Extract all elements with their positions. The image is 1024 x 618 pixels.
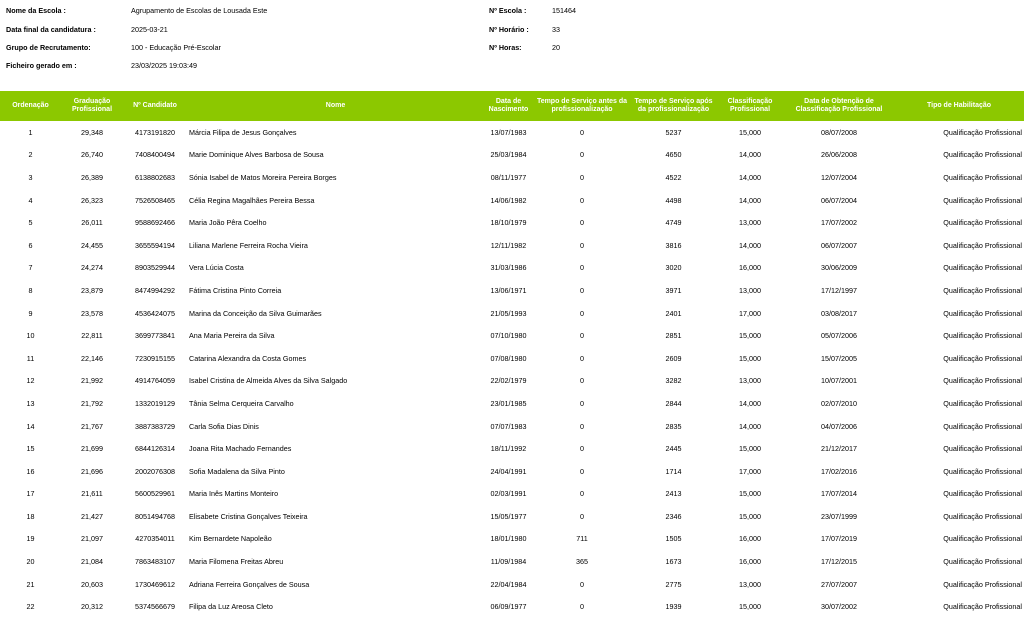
table-row [0, 437, 1024, 460]
ordenacao-cell: 14 [26, 421, 35, 431]
habilitation-type-cell: Qualificação Profissional [943, 308, 1022, 318]
name-cell: Maria João Pêra Coelho [189, 218, 267, 228]
service-before-cell: 0 [580, 466, 584, 476]
classification-date-cell: 05/07/2006 [821, 331, 857, 341]
graduacao-cell: 24,455 [81, 240, 103, 250]
birthdate-cell: 18/01/1980 [490, 534, 527, 544]
candidato-number-cell: 1730469612 [135, 579, 175, 589]
service-before-cell: 0 [580, 579, 584, 589]
habilitation-type-cell: Qualificação Profissional [943, 579, 1022, 589]
graduacao-cell: 21,084 [81, 557, 103, 567]
service-after-cell: 4498 [665, 195, 682, 205]
table-row [0, 166, 1024, 189]
graduacao-cell: 21,792 [81, 398, 103, 408]
table-row [0, 211, 1024, 234]
service-after-cell: 2609 [665, 353, 682, 363]
classification-cell: 16,000 [739, 534, 761, 544]
ordenacao-cell: 2 [28, 150, 33, 160]
col-nome-header: Nome [325, 102, 346, 109]
classification-cell: 15,000 [739, 331, 761, 341]
table-row [0, 460, 1024, 483]
service-before-cell: 0 [580, 127, 584, 137]
ordenacao-cell: 8 [28, 285, 33, 295]
classification-date-cell: 06/07/2004 [821, 195, 857, 205]
service-before-cell: 0 [580, 376, 584, 386]
classification-cell: 14,000 [739, 421, 761, 431]
graduacao-cell: 21,427 [81, 511, 103, 521]
graduacao-cell: 26,011 [81, 218, 103, 228]
graduacao-cell: 29,348 [81, 127, 103, 137]
habilitation-type-cell: Qualificação Profissional [943, 444, 1022, 454]
schedule-number-value: 33 [552, 25, 560, 34]
service-after-cell: 3020 [665, 263, 682, 273]
ordenacao-cell: 18 [26, 511, 35, 521]
service-after-cell: 5237 [665, 127, 682, 137]
birthdate-cell: 22/04/1984 [490, 579, 527, 589]
habilitation-type-cell: Qualificação Profissional [943, 263, 1022, 273]
habilitation-type-cell: Qualificação Profissional [943, 489, 1022, 499]
ordenacao-cell: 5 [28, 218, 33, 228]
col-tempo-apos-header: Tempo de Serviço após da profissionalização [634, 98, 713, 113]
habilitation-type-cell: Qualificação Profissional [943, 127, 1022, 137]
name-cell: Ana Maria Pereira da Silva [189, 331, 275, 341]
service-after-cell: 2413 [665, 489, 682, 499]
candidato-number-cell: 7230915155 [135, 353, 175, 363]
service-before-cell: 0 [580, 353, 584, 363]
birthdate-cell: 11/09/1984 [490, 557, 527, 567]
name-cell: Marie Dominique Alves Barbosa de Sousa [189, 150, 324, 160]
classification-cell: 15,000 [739, 127, 761, 137]
service-after-cell: 2775 [665, 579, 682, 589]
service-after-cell: 4749 [665, 218, 682, 228]
ordenacao-cell: 6 [28, 240, 33, 250]
classification-cell: 14,000 [739, 398, 761, 408]
classification-cell: 15,000 [739, 489, 761, 499]
classification-date-cell: 17/12/1997 [821, 285, 857, 295]
candidato-number-cell: 2002076308 [135, 466, 175, 476]
service-before-cell: 0 [580, 489, 584, 499]
graduacao-cell: 21,767 [81, 421, 103, 431]
table-row [0, 483, 1024, 506]
candidato-number-cell: 8474994292 [135, 285, 175, 295]
graduacao-cell: 22,811 [81, 331, 103, 341]
col-graduacao-header: Graduação Profissional [71, 98, 113, 113]
name-cell: Adriana Ferreira Gonçalves de Sousa [189, 579, 310, 589]
classification-date-cell: 26/06/2008 [821, 150, 857, 160]
candidato-number-cell: 4914764059 [135, 376, 175, 386]
service-before-cell: 0 [580, 398, 584, 408]
graduacao-cell: 20,312 [81, 602, 103, 612]
name-cell: Filipa da Luz Areosa Cleto [189, 602, 273, 612]
graduacao-cell: 20,603 [81, 579, 103, 589]
service-before-cell: 0 [580, 421, 584, 431]
candidato-number-cell: 3655594194 [135, 240, 175, 250]
classification-date-cell: 17/07/2002 [821, 218, 857, 228]
service-after-cell: 2851 [665, 331, 682, 341]
ordenacao-cell: 17 [26, 489, 35, 499]
graduacao-cell: 21,097 [81, 534, 103, 544]
classification-cell: 14,000 [739, 240, 761, 250]
file-generated-value: 23/03/2025 19:03:49 [131, 61, 197, 70]
graduacao-cell: 23,879 [81, 285, 103, 295]
service-after-cell: 2835 [665, 421, 682, 431]
service-after-cell: 1939 [665, 602, 682, 612]
classification-date-cell: 23/07/1999 [821, 511, 857, 521]
classification-date-cell: 15/07/2005 [821, 353, 857, 363]
service-before-cell: 0 [580, 444, 584, 454]
table-row [0, 279, 1024, 302]
graduacao-cell: 26,389 [81, 172, 103, 182]
service-before-cell: 0 [580, 218, 584, 228]
table-row [0, 234, 1024, 257]
service-after-cell: 3971 [665, 285, 682, 295]
table-row [0, 370, 1024, 393]
ordenacao-cell: 7 [28, 263, 33, 273]
classification-date-cell: 10/07/2001 [821, 376, 857, 386]
birthdate-cell: 22/02/1979 [490, 376, 527, 386]
birthdate-cell: 18/10/1979 [490, 218, 527, 228]
name-cell: Fátima Cristina Pinto Correia [189, 285, 282, 295]
habilitation-type-cell: Qualificação Profissional [943, 376, 1022, 386]
birthdate-cell: 24/04/1991 [490, 466, 527, 476]
graduacao-cell: 21,699 [81, 444, 103, 454]
classification-cell: 13,000 [739, 376, 761, 386]
classification-date-cell: 03/08/2017 [821, 308, 857, 318]
birthdate-cell: 14/06/1982 [490, 195, 527, 205]
school-name-value: Agrupamento de Escolas de Lousada Este [131, 6, 268, 15]
ordenacao-cell: 21 [26, 579, 35, 589]
classification-cell: 15,000 [739, 444, 761, 454]
classification-cell: 17,000 [739, 308, 761, 318]
name-cell: Kim Bernardete Napoleão [189, 534, 272, 544]
birthdate-cell: 06/09/1977 [490, 602, 527, 612]
candidato-number-cell: 8903529944 [135, 263, 175, 273]
habilitation-type-cell: Qualificação Profissional [943, 195, 1022, 205]
school-name-label: Nome da Escola : [6, 6, 66, 15]
ordenacao-cell: 20 [26, 557, 35, 567]
birthdate-cell: 08/11/1977 [490, 172, 527, 182]
candidato-number-cell: 1332019129 [135, 398, 175, 408]
recruitment-group-label: Grupo de Recrutamento: [6, 43, 91, 52]
graduacao-cell: 24,274 [81, 263, 103, 273]
service-after-cell: 1673 [665, 557, 682, 567]
col-data-obtencao-header: Data de Obtenção de Classificação Profissional [795, 98, 883, 113]
service-before-cell: 711 [576, 534, 588, 544]
name-cell: Maria Filomena Freitas Abreu [189, 557, 284, 567]
service-after-cell: 1714 [665, 466, 682, 476]
candidato-number-cell: 7526508465 [135, 195, 175, 205]
name-cell: Vera Lúcia Costa [189, 263, 244, 273]
file-generated-label: Ficheiro gerado em : [6, 61, 77, 70]
ordenacao-cell: 11 [26, 353, 35, 363]
name-cell: Sofia Madalena da Silva Pinto [189, 466, 285, 476]
table-row [0, 392, 1024, 415]
birthdate-cell: 31/03/1986 [490, 263, 527, 273]
candidato-number-cell: 6138802683 [135, 172, 175, 182]
service-before-cell: 0 [580, 511, 584, 521]
name-cell: Joana Rita Machado Fernandes [189, 444, 292, 454]
table-row [0, 595, 1024, 618]
candidato-number-cell: 7408400494 [135, 150, 175, 160]
graduacao-cell: 21,611 [81, 489, 103, 499]
table-row [0, 415, 1024, 438]
table-row [0, 324, 1024, 347]
classification-cell: 15,000 [739, 511, 761, 521]
habilitation-type-cell: Qualificação Profissional [943, 534, 1022, 544]
habilitation-type-cell: Qualificação Profissional [943, 218, 1022, 228]
table-row [0, 189, 1024, 212]
ordenacao-cell: 22 [26, 602, 35, 612]
name-cell: Isabel Cristina de Almeida Alves da Silva Salgado [189, 376, 348, 386]
birthdate-cell: 21/05/1993 [490, 308, 527, 318]
recruitment-group-value: 100 - Educação Pré-Escolar [131, 43, 221, 52]
classification-date-cell: 02/07/2010 [821, 398, 857, 408]
table-row [0, 347, 1024, 370]
table-row [0, 302, 1024, 325]
service-before-cell: 0 [580, 150, 584, 160]
habilitation-type-cell: Qualificação Profissional [943, 353, 1022, 363]
service-after-cell: 2844 [665, 398, 682, 408]
habilitation-type-cell: Qualificação Profissional [943, 511, 1022, 521]
ordenacao-cell: 16 [26, 466, 35, 476]
name-cell: Catarina Alexandra da Costa Gomes [189, 353, 307, 363]
graduacao-cell: 23,578 [81, 308, 103, 318]
col-ordenacao-header: Ordenação [12, 102, 49, 109]
table-row [0, 550, 1024, 573]
col-tipo-habilitacao-header: Tipo de Habilitação [926, 102, 992, 109]
classification-date-cell: 30/07/2002 [821, 602, 857, 612]
candidature-header [0, 0, 1024, 80]
service-before-cell: 0 [580, 285, 584, 295]
service-before-cell: 0 [580, 602, 584, 612]
name-cell: Elisabete Cristina Gonçalves Teixeira [189, 511, 308, 521]
habilitation-type-cell: Qualificação Profissional [943, 331, 1022, 341]
candidato-number-cell: 9588692466 [135, 218, 175, 228]
table-row [0, 528, 1024, 551]
service-before-cell: 0 [580, 263, 584, 273]
graduacao-cell: 26,323 [81, 195, 103, 205]
table-row [0, 121, 1024, 144]
graduacao-cell: 21,696 [81, 466, 103, 476]
hours-value: 20 [552, 43, 560, 52]
birthdate-cell: 18/11/1992 [490, 444, 527, 454]
birthdate-cell: 23/01/1985 [490, 398, 527, 408]
graduacao-cell: 26,740 [81, 150, 103, 160]
habilitation-type-cell: Qualificação Profissional [943, 466, 1022, 476]
table-body [0, 121, 1024, 618]
habilitation-type-cell: Qualificação Profissional [943, 602, 1022, 612]
classification-cell: 15,000 [739, 353, 761, 363]
candidato-number-cell: 4173191820 [135, 127, 175, 137]
birthdate-cell: 12/11/1982 [490, 240, 527, 250]
service-before-cell: 0 [580, 172, 584, 182]
habilitation-type-cell: Qualificação Profissional [943, 285, 1022, 295]
name-cell: Célia Regina Magalhães Pereira Bessa [189, 195, 315, 205]
birthdate-cell: 07/08/1980 [490, 353, 527, 363]
candidato-number-cell: 3887383729 [135, 421, 175, 431]
hours-label: Nº Horas: [489, 43, 522, 52]
service-after-cell: 2401 [665, 308, 682, 318]
school-number-label: Nº Escola : [489, 6, 527, 15]
name-cell: Liliana Marlene Ferreira Rocha Vieira [189, 240, 308, 250]
candidato-number-cell: 4536424075 [135, 308, 175, 318]
service-after-cell: 2346 [665, 511, 682, 521]
candidato-number-cell: 3699773841 [135, 331, 175, 341]
classification-cell: 13,000 [739, 218, 761, 228]
classification-date-cell: 08/07/2008 [821, 127, 857, 137]
classification-date-cell: 04/07/2006 [821, 421, 857, 431]
candidates-table [0, 91, 1024, 618]
classification-date-cell: 17/07/2014 [821, 489, 857, 499]
classification-cell: 17,000 [739, 466, 761, 476]
col-classificacao-header: Classificação Profissional [727, 98, 773, 113]
table-row [0, 257, 1024, 280]
birthdate-cell: 25/03/1984 [490, 150, 527, 160]
habilitation-type-cell: Qualificação Profissional [943, 557, 1022, 567]
name-cell: Tânia Selma Cerqueira Carvalho [189, 398, 294, 408]
classification-cell: 14,000 [739, 172, 761, 182]
classification-date-cell: 21/12/2017 [821, 444, 857, 454]
candidato-number-cell: 4270354011 [135, 534, 175, 544]
classification-date-cell: 27/07/2007 [821, 579, 857, 589]
table-header-row [0, 91, 1024, 121]
classification-date-cell: 06/07/2007 [821, 240, 857, 250]
birthdate-cell: 15/05/1977 [490, 511, 527, 521]
service-before-cell: 0 [580, 308, 584, 318]
table-row [0, 505, 1024, 528]
ordenacao-cell: 19 [26, 534, 35, 544]
name-cell: Márcia Filipa de Jesus Gonçalves [189, 127, 297, 137]
ordenacao-cell: 10 [26, 331, 35, 341]
candidato-number-cell: 6844126314 [135, 444, 175, 454]
habilitation-type-cell: Qualificação Profissional [943, 240, 1022, 250]
name-cell: Sónia Isabel de Matos Moreira Pereira Borges [189, 172, 337, 182]
habilitation-type-cell: Qualificação Profissional [943, 172, 1022, 182]
classification-date-cell: 17/02/2016 [821, 466, 857, 476]
candidato-number-cell: 5600529961 [135, 489, 175, 499]
habilitation-type-cell: Qualificação Profissional [943, 398, 1022, 408]
classification-cell: 13,000 [739, 285, 761, 295]
birthdate-cell: 02/03/1991 [490, 489, 527, 499]
col-n-candidato-header: Nº Candidato [133, 102, 177, 109]
classification-date-cell: 30/06/2009 [821, 263, 857, 273]
service-before-cell: 0 [580, 195, 584, 205]
classification-date-cell: 17/12/2015 [821, 557, 857, 567]
name-cell: Marina da Conceição da Silva Guimarães [189, 308, 322, 318]
service-after-cell: 1505 [665, 534, 682, 544]
classification-date-cell: 17/07/2019 [821, 534, 857, 544]
graduacao-cell: 21,992 [81, 376, 103, 386]
school-number-value: 151464 [552, 6, 576, 15]
ordenacao-cell: 9 [28, 308, 33, 318]
classification-cell: 14,000 [739, 195, 761, 205]
birthdate-cell: 13/06/1971 [490, 285, 527, 295]
graduacao-cell: 22,146 [81, 353, 103, 363]
habilitation-type-cell: Qualificação Profissional [943, 150, 1022, 160]
classification-cell: 16,000 [739, 557, 761, 567]
deadline-label: Data final da candidatura : [6, 25, 96, 34]
ordenacao-cell: 1 [28, 127, 33, 137]
name-cell: Maria Inês Martins Monteiro [189, 489, 279, 499]
candidato-number-cell: 8051494768 [135, 511, 175, 521]
ordenacao-cell: 3 [28, 172, 33, 182]
birthdate-cell: 13/07/1983 [490, 127, 527, 137]
name-cell: Carla Sofia Dias Dinis [189, 421, 259, 431]
habilitation-type-cell: Qualificação Profissional [943, 421, 1022, 431]
classification-cell: 14,000 [739, 150, 761, 160]
schedule-number-label: Nº Horário : [489, 25, 529, 34]
service-after-cell: 3282 [665, 376, 682, 386]
classification-date-cell: 12/07/2004 [821, 172, 857, 182]
service-after-cell: 4650 [665, 150, 682, 160]
candidato-number-cell: 5374566679 [135, 602, 175, 612]
service-before-cell: 365 [576, 557, 588, 567]
service-after-cell: 4522 [665, 172, 682, 182]
deadline-value: 2025-03-21 [131, 25, 168, 34]
service-before-cell: 0 [580, 331, 584, 341]
table-row [0, 144, 1024, 167]
candidato-number-cell: 7863483107 [135, 557, 175, 567]
service-before-cell: 0 [580, 240, 584, 250]
birthdate-cell: 07/07/1983 [490, 421, 527, 431]
birthdate-cell: 07/10/1980 [490, 331, 527, 341]
classification-cell: 16,000 [739, 263, 761, 273]
classification-cell: 15,000 [739, 602, 761, 612]
ordenacao-cell: 13 [26, 398, 35, 408]
ordenacao-cell: 4 [28, 195, 33, 205]
service-after-cell: 2445 [665, 444, 682, 454]
ordenacao-cell: 15 [26, 444, 35, 454]
service-after-cell: 3816 [665, 240, 682, 250]
col-data-nascimento-header: Data de Nascimento [488, 98, 529, 113]
ordenacao-cell: 12 [26, 376, 35, 386]
table-row [0, 573, 1024, 596]
col-tempo-antes-header: Tempo de Serviço antes da profissionalização [536, 98, 628, 113]
classification-cell: 13,000 [739, 579, 761, 589]
